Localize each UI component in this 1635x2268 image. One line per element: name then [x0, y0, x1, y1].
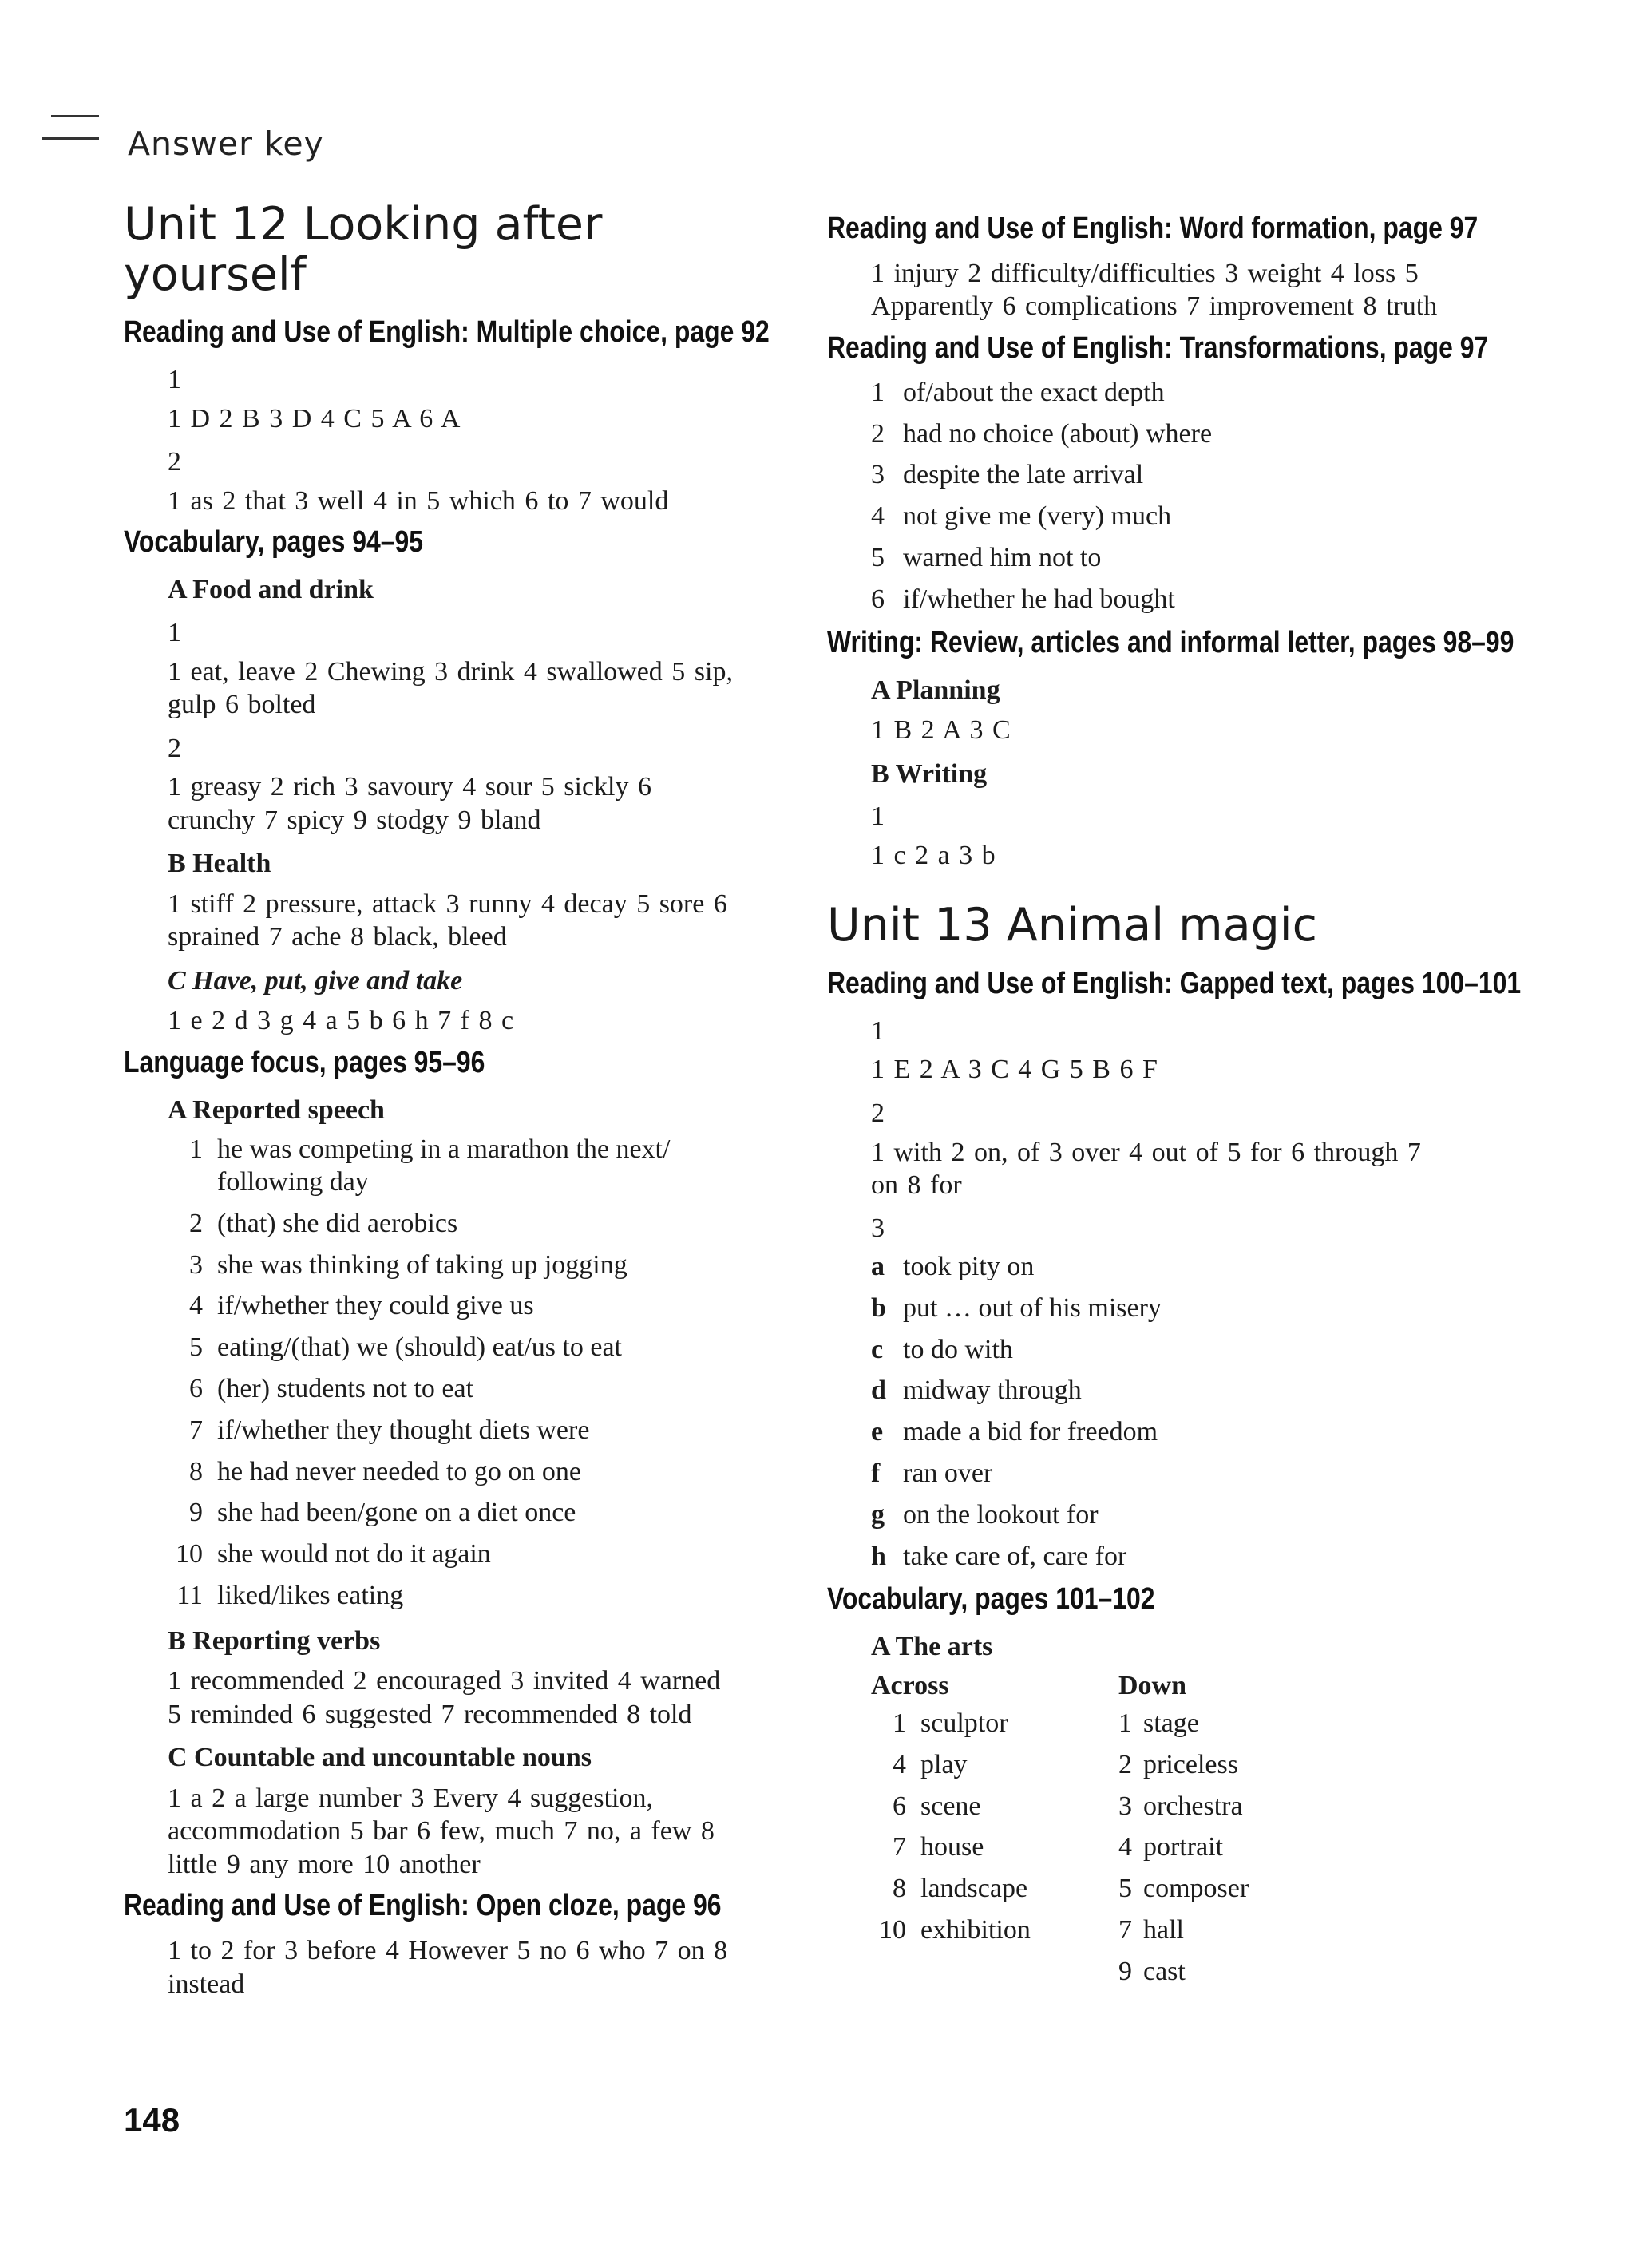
list-item: 5 composer [1118, 1874, 1249, 1904]
list-item: 2 had no choice (about) where [871, 418, 1213, 449]
list-item: 2 (that) she did aerobics [189, 1208, 458, 1238]
gap-p3-label: 3 [871, 1213, 885, 1244]
list-item: b put … out of his misery [871, 1292, 1162, 1323]
gap-p2-label: 2 [871, 1098, 885, 1128]
writing-b: 1 c 2 a 3 b [871, 840, 996, 870]
corner-mark [38, 112, 99, 144]
lang-c: 1 a 2 a large number 3 Every 4 suggestion, accommodation 5 bar 6 few, much 7 no, a few 8 little 9 any more 10 another [168, 1783, 715, 1879]
trans-answers [827, 377, 1530, 616]
mc-part2: 1 as 2 that 3 well 4 in 5 which 6 to 7 would [168, 485, 669, 516]
writing-b-label: 1 [871, 802, 885, 832]
right-column [827, 212, 1530, 2005]
down-title: Down [1118, 1670, 1187, 1700]
mc-heading: Reading and Use of English: Multiple choice, page 92 [124, 315, 770, 350]
running-head: Answer key [128, 125, 324, 163]
writing-heading: Writing: Review, articles and informal letter, pages 98–99 [827, 625, 1514, 659]
list-item: g on the lookout for [871, 1499, 1099, 1530]
list-item: 8 landscape [893, 1874, 1028, 1904]
vocab13-heading: Vocabulary, pages 101–102 [827, 1582, 1155, 1617]
list-item: f ran over [871, 1459, 993, 1489]
transformations-list [871, 377, 1530, 616]
list-item: 6 (her) students not to eat [189, 1373, 474, 1403]
list-item: 5 warned him not to [871, 543, 1102, 572]
vocab-heading: Vocabulary, pages 94–95 [124, 525, 423, 560]
list-item: 2 priceless [1118, 1749, 1238, 1779]
vocab-answers [124, 571, 794, 1037]
unit-13-title: Unit 13 Animal magic [827, 899, 1317, 952]
vocab13-a-title: A The arts [871, 1632, 993, 1662]
writing-a: 1 B 2 A 3 C [871, 715, 1011, 746]
lang-heading: Language focus, pages 95–96 [124, 1045, 485, 1079]
left-column [124, 200, 794, 2009]
vocab-c-title: C Have, put, give and take [168, 965, 463, 995]
across-title: Across [871, 1670, 949, 1700]
list-item: 7 house [893, 1832, 984, 1862]
mc-part1: 1 D 2 B 3 D 4 C 5 A 6 A [168, 403, 461, 433]
cloze-text: 1 to 2 for 3 before 4 However 5 no 6 who 7 on 8 instead [168, 1936, 728, 1999]
mc-part2-label: 2 [168, 447, 181, 477]
vocab-b-title: B Health [168, 849, 271, 879]
list-item: 4 not give me (very) much [871, 501, 1172, 532]
unit-12-title: Unit 12 Looking after yourself [124, 198, 603, 301]
list-item: c to do with [871, 1334, 1013, 1364]
writing-b-title: B Writing [871, 758, 988, 789]
crossword-answers [871, 1671, 1530, 1997]
list-item: 10 exhibition [879, 1914, 1031, 1945]
list-item: 3 orchestra [1118, 1791, 1243, 1821]
vocab-b: 1 stiff 2 pressure, attack 3 runny 4 decay 5 sore 6 sprained 7 ache 8 black, bleed [168, 889, 727, 952]
reported-speech-list [168, 1134, 742, 1613]
trans-heading: Reading and Use of English: Transformations, page 97 [827, 331, 1489, 365]
list-item: 7 hall [1118, 1914, 1184, 1945]
vocab-a-title: A Food and drink [168, 575, 374, 605]
gap-p2: 1 with 2 on, of 3 over 4 out of 5 for 6 through 7 on 8 for [871, 1137, 1421, 1200]
list-item: 11 liked/likes eating [176, 1580, 404, 1610]
list-item: a took pity on [871, 1252, 1035, 1282]
vocab-a2-label: 2 [168, 733, 181, 763]
wf-answers [827, 257, 1530, 323]
vocab-a1-label: 1 [168, 617, 181, 647]
page-number: 148 [124, 2101, 180, 2139]
list-item: 3 she was thinking of taking up jogging [189, 1249, 627, 1280]
cloze-answers [124, 1934, 794, 2001]
list-item: d midway through [871, 1375, 1082, 1406]
list-item: 6 if/whether he had bought [871, 584, 1175, 614]
gap-answers [827, 1012, 1530, 1573]
lang-b: 1 recommended 2 encouraged 3 invited 4 warned 5 reminded 6 suggested 7 recommended 8 told [168, 1666, 721, 1729]
vocab13-answers [827, 1628, 1530, 1997]
vocab-a2: 1 greasy 2 rich 3 savoury 4 sour 5 sickly 6 crunchy 7 spicy 9 stodgy 9 bland [168, 772, 652, 835]
list-item: 7 if/whether they thought diets were [189, 1415, 590, 1445]
list-item: 4 play [893, 1749, 968, 1779]
down-column [1118, 1671, 1366, 1997]
list-item: 5 eating/(that) we (should) eat/us to eat [189, 1332, 622, 1363]
cloze-heading: Reading and Use of English: Open cloze, page 96 [124, 1889, 722, 1923]
phrases-list [871, 1251, 1530, 1573]
list-item: e made a bid for freedom [871, 1417, 1158, 1447]
lang-c-title: C Countable and uncountable nouns [168, 1743, 592, 1773]
across-column [871, 1671, 1118, 1997]
lang-a-title: A Reported speech [168, 1094, 385, 1125]
gap-p1: 1 E 2 A 3 C 4 G 5 B 6 F [871, 1055, 1158, 1085]
list-item: 4 portrait [1118, 1832, 1224, 1862]
writing-a-title: A Planning [871, 675, 1000, 705]
list-item: 1 stage [1118, 1708, 1199, 1738]
wf-text: 1 injury 2 difficulty/difficulties 3 weight 4 loss 5 Apparently 6 complications 7 improvement 8 truth [871, 258, 1438, 322]
list-item: 9 she had been/gone on a diet once [189, 1498, 576, 1528]
list-item: 1 of/about the exact depth [871, 377, 1165, 407]
list-item: 10 she would not do it again [176, 1539, 491, 1569]
list-item: 8 he had never needed to go on one [189, 1456, 581, 1486]
gap-p1-label: 1 [871, 1015, 885, 1046]
writing-answers [827, 671, 1530, 873]
lang-b-title: B Reporting verbs [168, 1625, 381, 1656]
list-item: h take care of, care for [871, 1541, 1127, 1571]
list-item: 1 he was competing in a marathon the next/ following day [189, 1134, 671, 1197]
list-item: 3 despite the late arrival [871, 460, 1144, 490]
list-item: 4 if/whether they could give us [189, 1291, 534, 1321]
list-item: 1 sculptor [893, 1708, 1008, 1738]
vocab-c: 1 e 2 d 3 g 4 a 5 b 6 h 7 f 8 c [168, 1006, 514, 1036]
lang-answers [124, 1091, 794, 1882]
mc-part1-label: 1 [168, 365, 181, 395]
vocab-a1: 1 eat, leave 2 Chewing 3 drink 4 swallowed 5 sip, gulp 6 bolted [168, 656, 733, 720]
wf-heading: Reading and Use of English: Word formation, page 97 [827, 212, 1479, 245]
mc-answers [124, 361, 794, 517]
list-item: 9 cast [1118, 1956, 1186, 1986]
list-item: 6 scene [893, 1791, 981, 1821]
gap-heading: Reading and Use of English: Gapped text, pages 100–101 [827, 966, 1522, 1000]
